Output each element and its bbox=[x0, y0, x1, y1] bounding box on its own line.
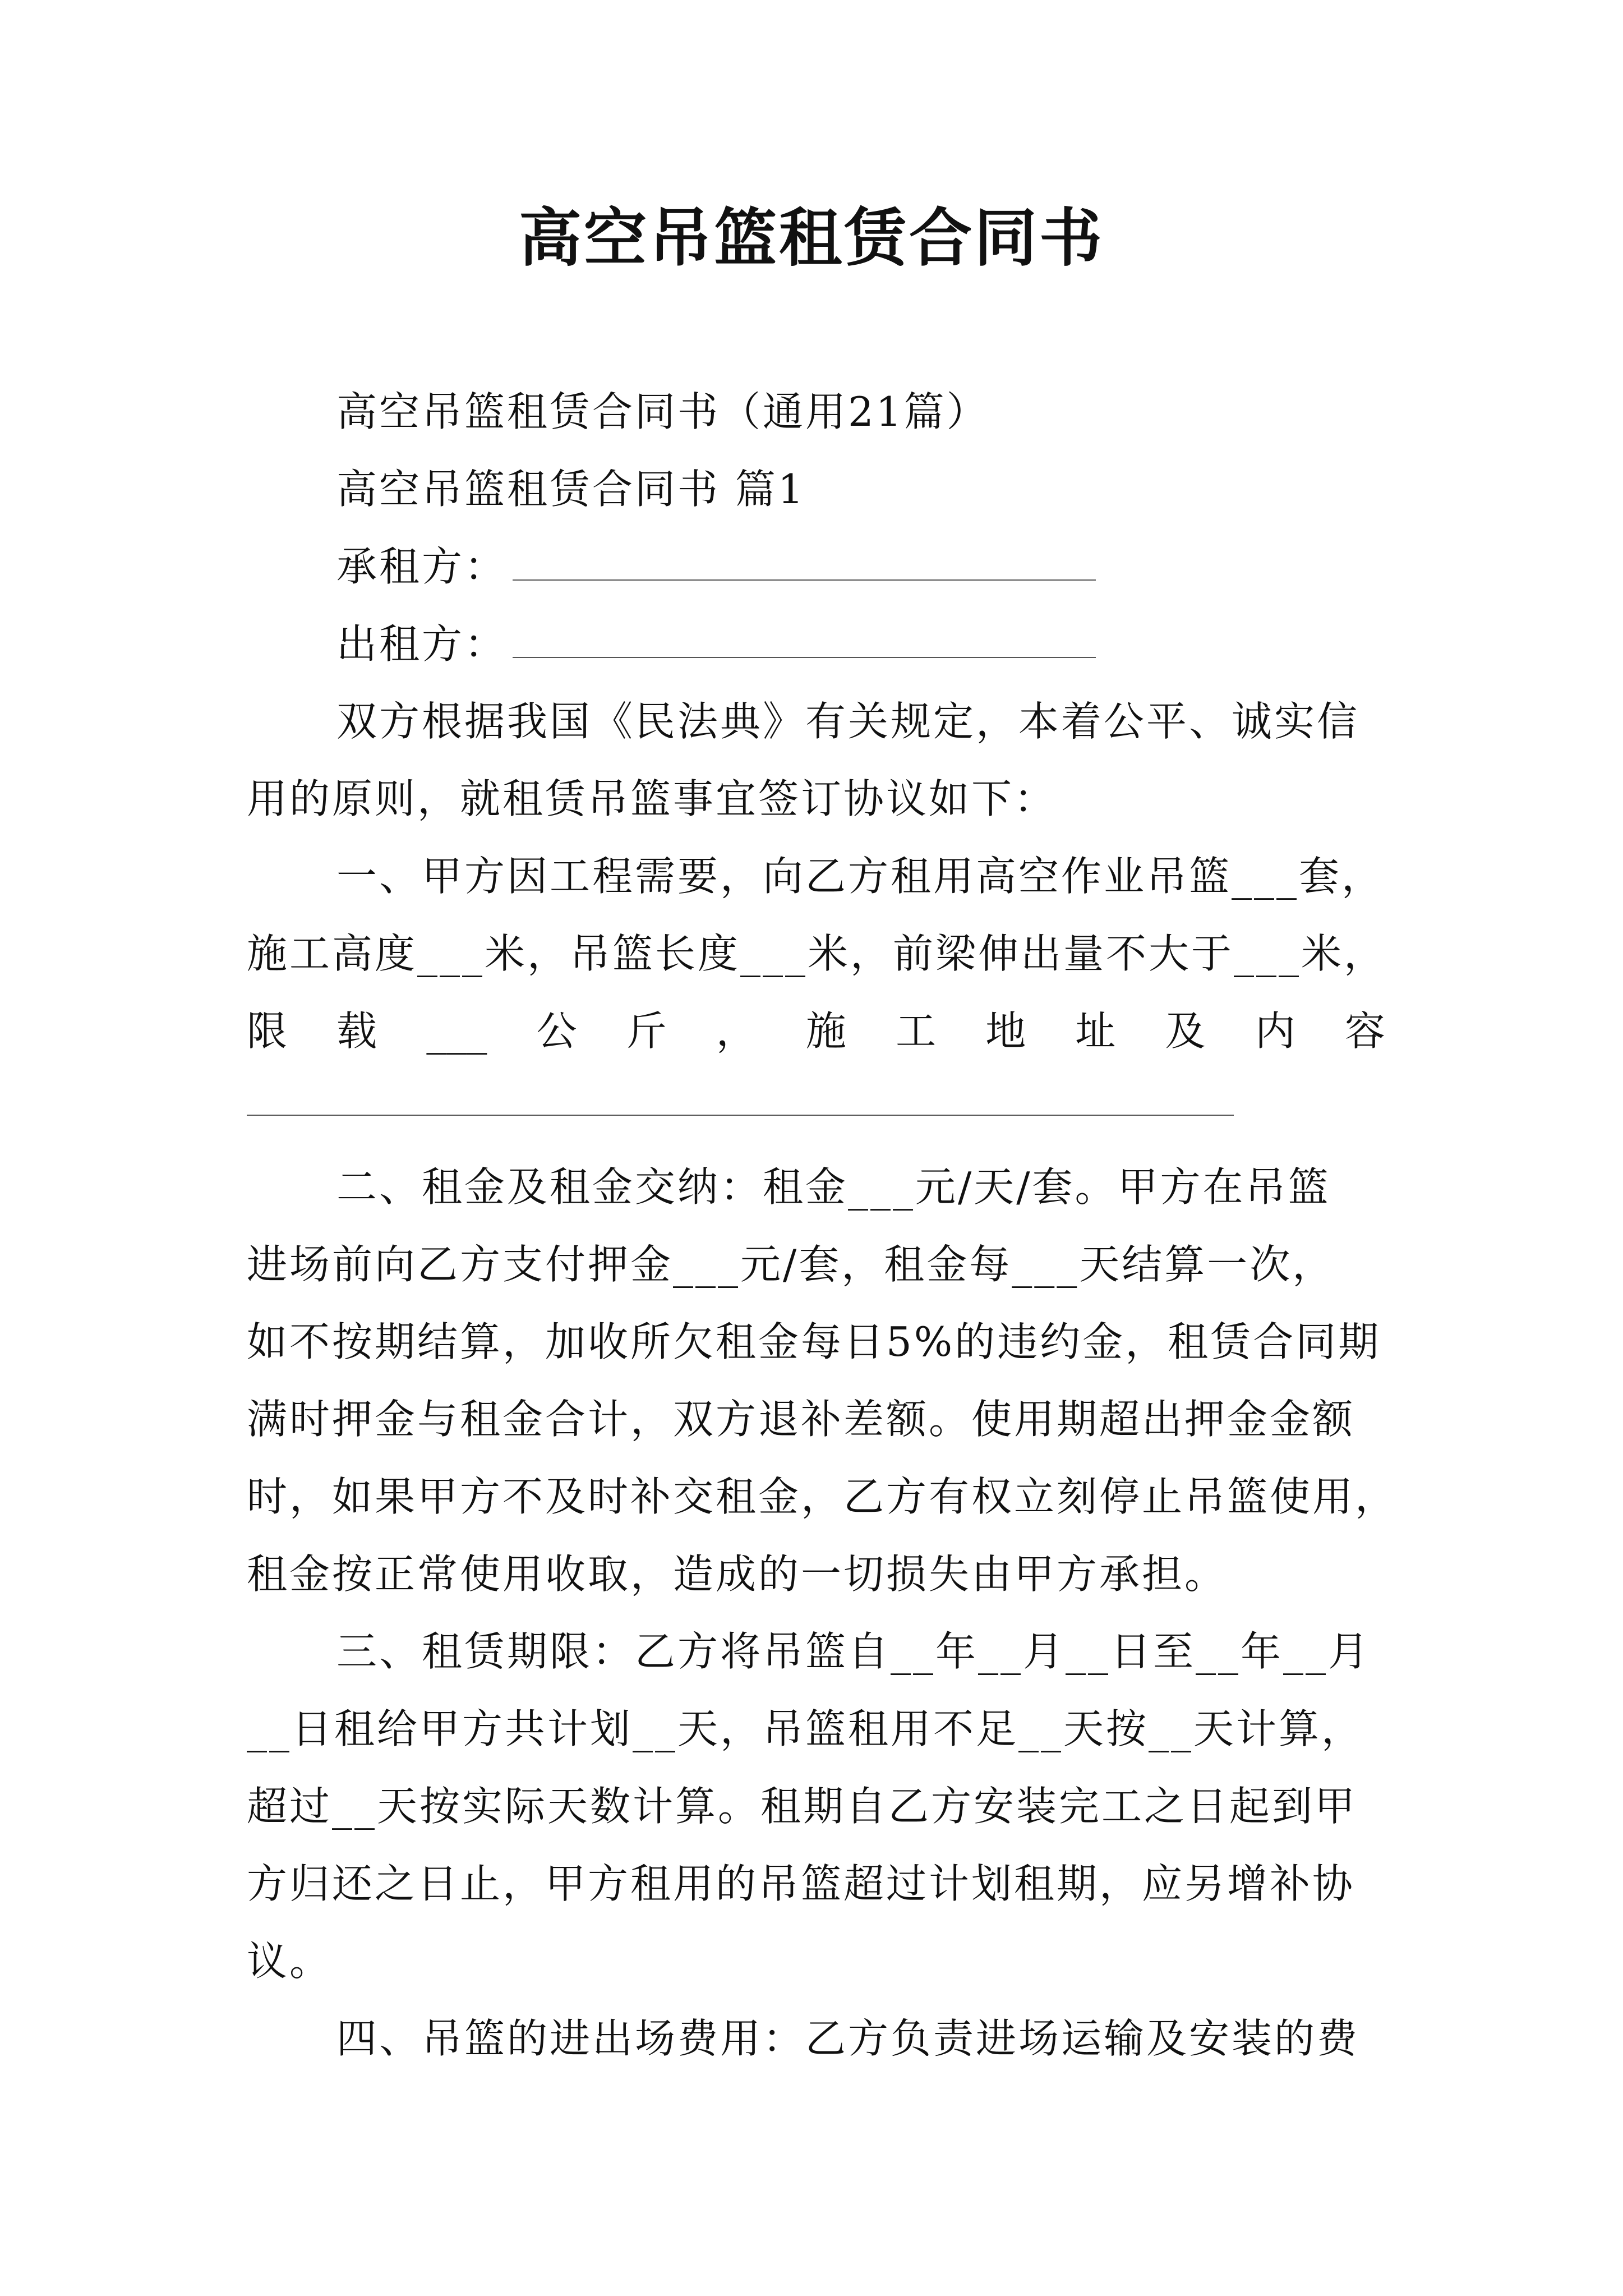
char: 工 bbox=[896, 1007, 937, 1055]
paragraph-line: 一、甲方因工程需要，向乙方租用高空作业吊篮___套， bbox=[336, 853, 1385, 900]
paragraph-line: 施工高度___米，吊篮长度___米，前梁伸出量不大于___米， bbox=[247, 930, 1387, 977]
char: 址 bbox=[1075, 1007, 1116, 1055]
paragraph-line: 二、租金及租金交纳：租金___元/天/套。甲方在吊篮 bbox=[336, 1163, 1331, 1211]
paragraph-line: __日租给甲方共计划__天，吊篮租用不足__天按__天计算， bbox=[247, 1705, 1364, 1752]
paragraph-line: 四、吊篮的进出场费用：乙方负责进场运输及安装的费 bbox=[336, 2015, 1360, 2062]
paragraph-line: 用的原则，就租赁吊篮事宜签订协议如下： bbox=[247, 775, 1057, 822]
lessee-blank bbox=[513, 545, 1096, 581]
paragraph-line: 方归还之日止，甲方租用的吊篮超过计划租期，应另增补协 bbox=[247, 1860, 1355, 1907]
address-blank-line bbox=[247, 1070, 1234, 1116]
paragraph-line: 超过__天按实际天数计算。租期自乙方安装完工之日起到甲 bbox=[247, 1783, 1358, 1830]
subtitle-line: 高空吊篮租赁合同书（通用21篇） bbox=[336, 388, 989, 435]
char: 限 bbox=[247, 1007, 288, 1055]
char: 斤 bbox=[626, 1007, 667, 1055]
char: 施 bbox=[805, 1007, 846, 1055]
char: 地 bbox=[985, 1007, 1026, 1055]
lessee-line bbox=[247, 528, 1385, 605]
char: 公 bbox=[536, 1007, 577, 1055]
document-body bbox=[247, 373, 1398, 2077]
section-heading: 高空吊篮租赁合同书 篇1 bbox=[336, 466, 806, 513]
paragraph-line: 议。 bbox=[247, 1938, 333, 1985]
lessor-label: 出租方： bbox=[336, 620, 508, 668]
paragraph-line: 租金按正常使用收取，造成的一切损失由甲方承担。 bbox=[247, 1550, 1228, 1598]
paragraph-line: 满时押金与租金合计，双方退补差额。使用期超出押金金额 bbox=[247, 1396, 1355, 1443]
lessee-label: 承租方： bbox=[336, 543, 508, 590]
lessor-line bbox=[247, 605, 1385, 683]
justified-line bbox=[247, 992, 1385, 1070]
paragraph-line: 如不按期结算，加收所欠租金每日5%的违约金，租赁合同期 bbox=[247, 1318, 1381, 1365]
char: 容 bbox=[1344, 1007, 1385, 1055]
char: 内 bbox=[1255, 1007, 1295, 1055]
char: 载 bbox=[336, 1007, 377, 1055]
document-title: 高空吊篮租赁合同书 bbox=[519, 201, 1104, 275]
lessor-blank bbox=[513, 622, 1096, 658]
paragraph-line: 进场前向乙方支付押金___元/套，租金每___天结算一次， bbox=[247, 1241, 1335, 1288]
paragraph-line: 双方根据我国《民法典》有关规定，本着公平、诚实信 bbox=[336, 698, 1360, 745]
paragraph-line: 三、租赁期限：乙方将吊篮自__年__月__日至__年__月 bbox=[336, 1628, 1371, 1675]
paragraph-line: 时，如果甲方不及时补交租金，乙方有权立刻停止吊篮使用， bbox=[247, 1473, 1398, 1520]
char: ___ bbox=[426, 1007, 487, 1055]
char: 及 bbox=[1165, 1007, 1206, 1055]
char: ， bbox=[716, 1007, 757, 1055]
